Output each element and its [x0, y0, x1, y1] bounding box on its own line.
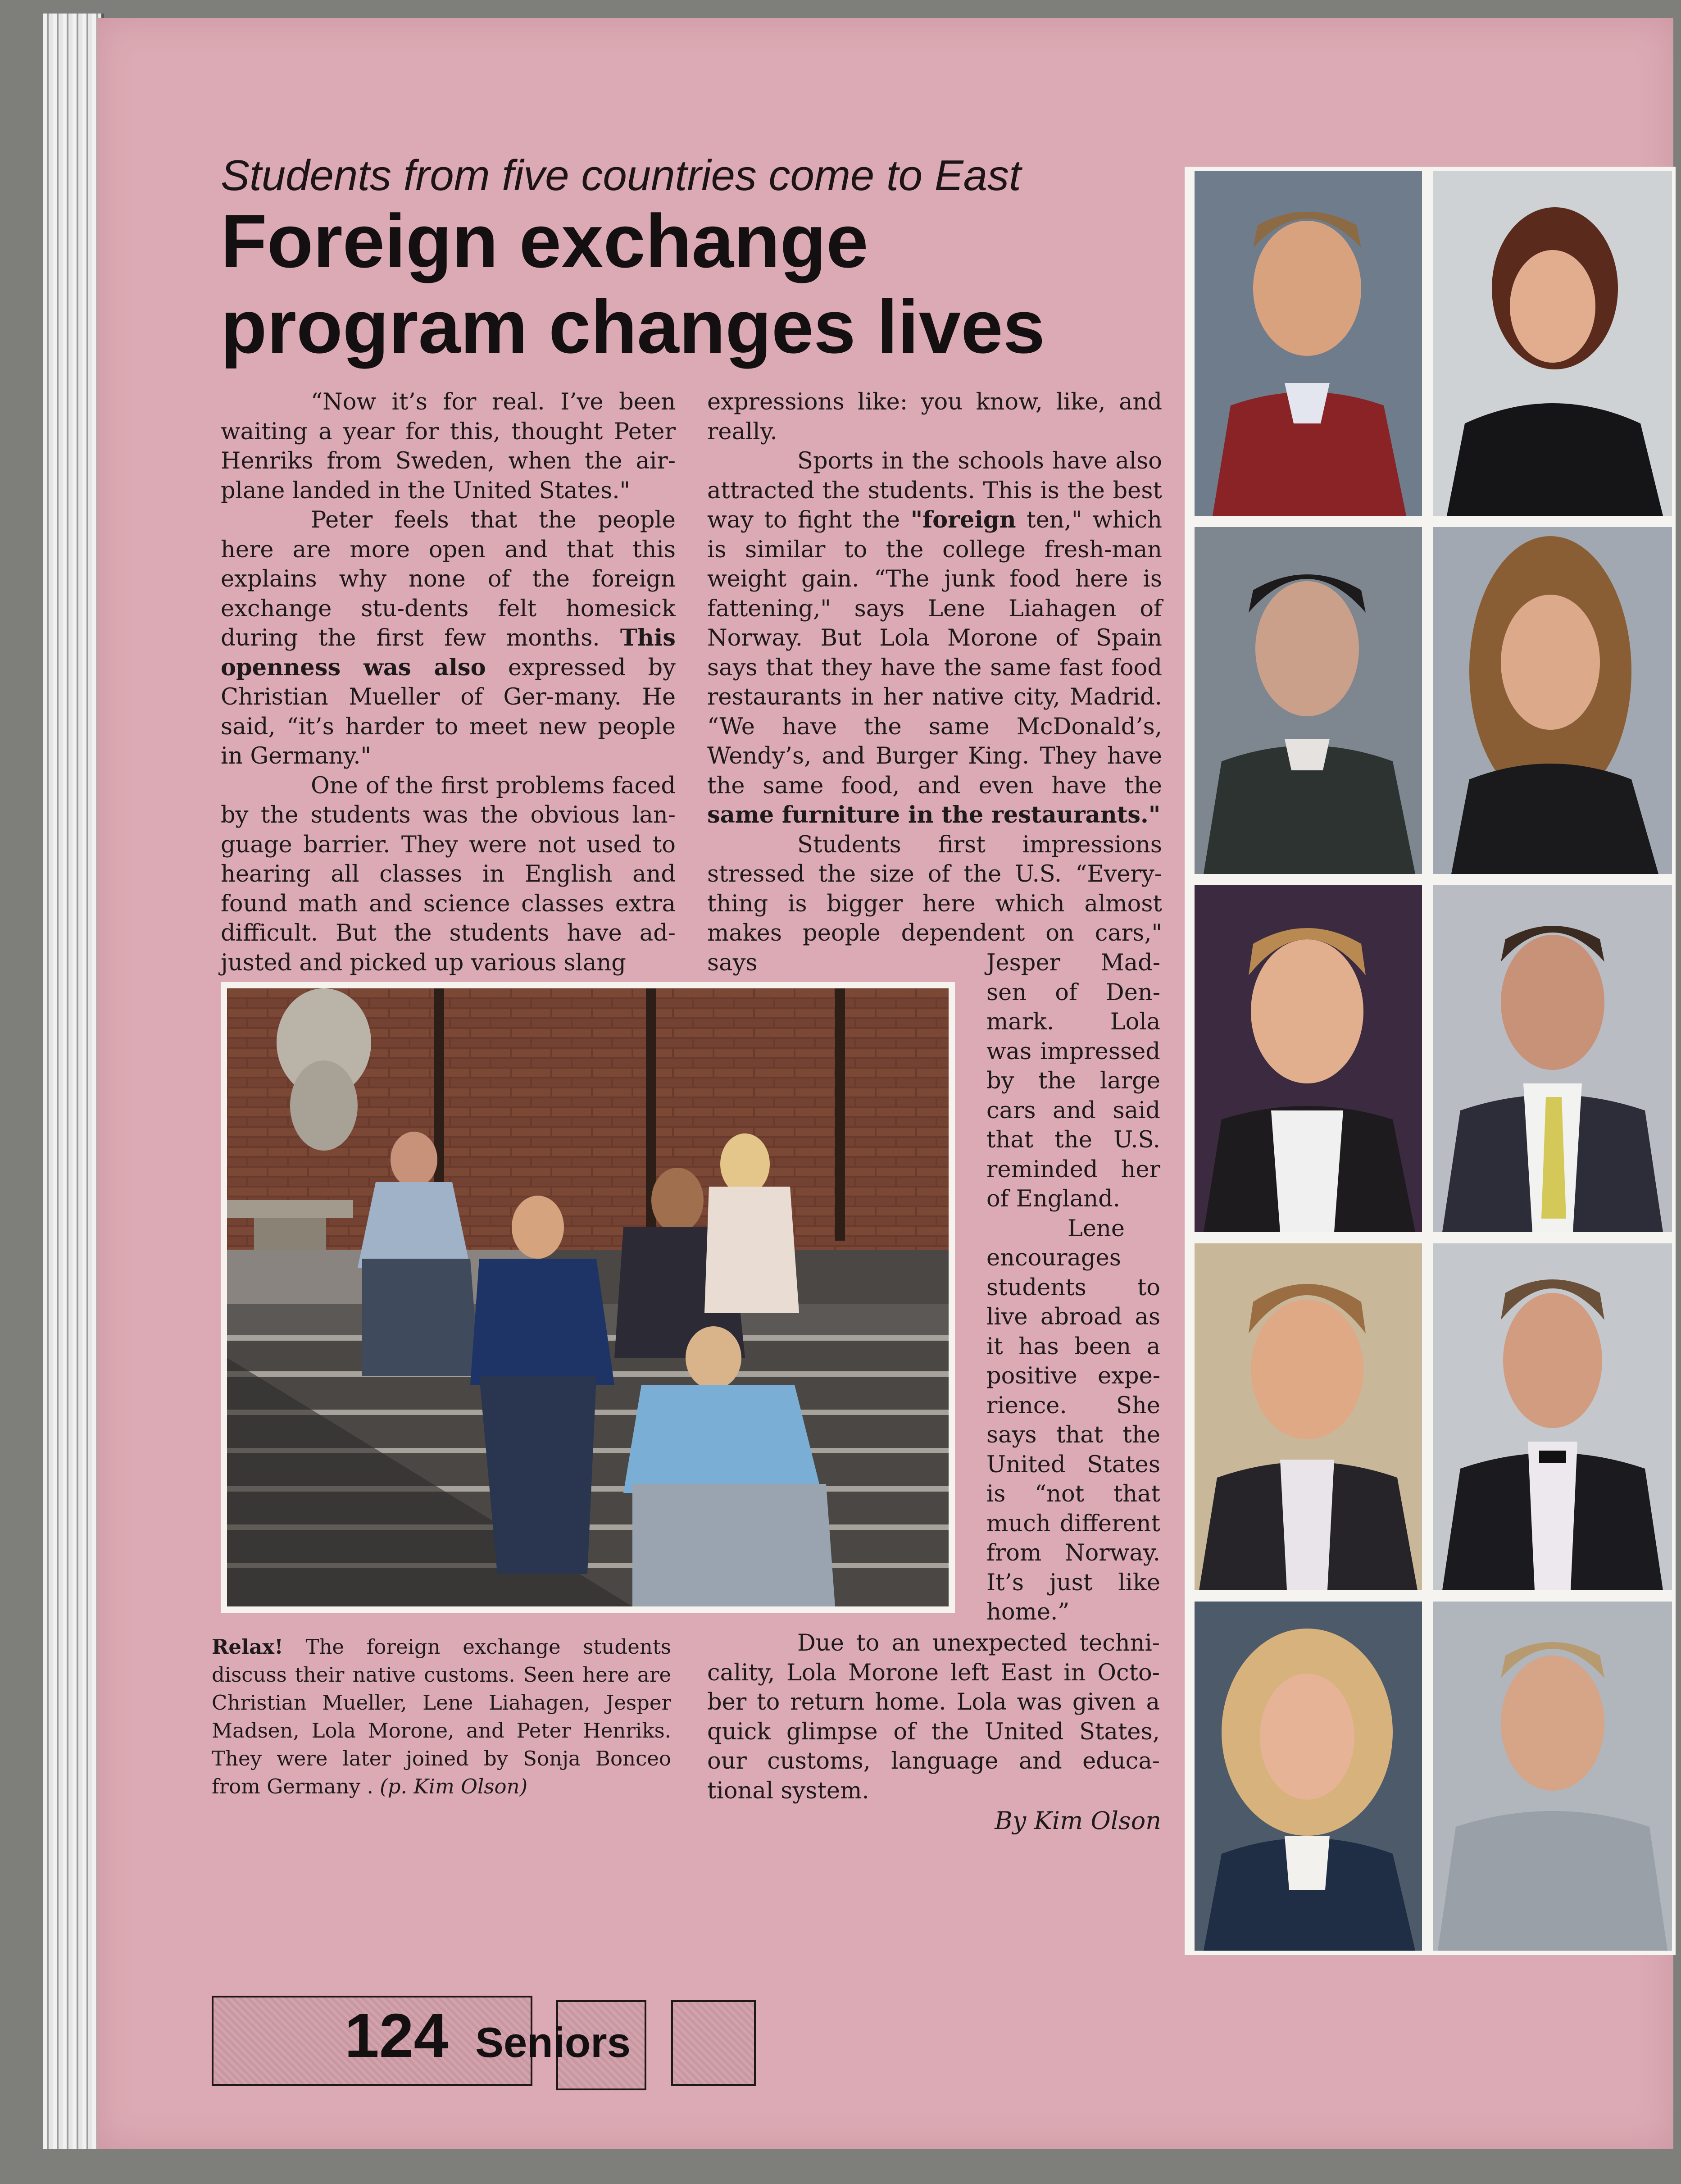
book-binding — [43, 14, 104, 2149]
page-number: 124 — [345, 2001, 449, 2070]
senior-portrait — [1195, 527, 1422, 874]
senior-portrait — [1433, 171, 1672, 516]
section-name: Seniors — [475, 2019, 631, 2066]
article-headline: Foreign exchange program changes lives — [221, 199, 1045, 369]
text-run: Sports in the schools have also attracted the students. This is the best way to fight the — [707, 448, 1162, 533]
paragraph: Due to an unexpected techni-cality, Lola Morone left East in Octo-ber to return home. Lola was given a quick glimpse of the United States, our customs, language and educa-tional system. — [707, 1630, 1160, 1804]
text-run: ten," which is similar to the college fresh-man weight gain. “The junk food here is fattening," says Lene Liahagen of Norway. But Lola Morone of Spain says that they have the same fast food restaurants in her native city, Madrid. “We have the same McDonald’s, Wendy’s, and Burger King. They have the same food, and even have the — [707, 507, 1163, 799]
paragraph: “Now it’s for real. I’ve been waiting a year for this, thought Peter Henriks from Sweden, when the air-plane landed in the United States." — [221, 389, 676, 504]
text-run: This openness was also — [221, 624, 676, 681]
folio-box — [671, 2000, 756, 2086]
article-column-3 — [707, 1629, 1160, 1806]
paragraph — [707, 446, 1162, 830]
text-run: expressed by Christian Mueller of Ger-many. He said, “it’s harder to meet new people in Germany." — [221, 654, 676, 769]
senior-portrait — [1195, 1243, 1422, 1590]
caption-body: The foreign exchange students discuss their native customs. Seen here are Christian Mueller, Lene Liahagen, Jesper Madsen, Lola Morone, and Peter Henriks. They were later joined by Sonja Bonceo from Germany . — [212, 1635, 671, 1798]
article-wrap-column — [986, 948, 1160, 1627]
senior-portrait — [1433, 527, 1672, 874]
senior-portrait — [1433, 1243, 1672, 1590]
photo-caption — [212, 1633, 671, 1801]
paragraph — [221, 505, 676, 771]
paragraph: Students first impressions stressed the size of the U.S. “Every-thing is bigger here which almost makes people dependent on cars," says — [707, 831, 1162, 976]
article-kicker: Students from five countries come to East — [221, 151, 1021, 200]
paragraph: expressions like: you know, like, and really. — [707, 389, 1162, 445]
senior-portrait — [1195, 1602, 1422, 1951]
photo-credit: (p. Kim Olson) — [380, 1774, 528, 1798]
text-run: "foreign — [910, 506, 1016, 533]
senior-portrait — [1433, 885, 1672, 1232]
paragraph: Lene encourages students to live abroad as it has been a positive expe-rience. She says that the United States is “not that much different from Norway. It’s just like home.” — [986, 1215, 1160, 1625]
paragraph: One of the first problems faced by the students was the obvious lan-guage barrier. They were not used to hearing all classes in English and found math and science classes extra difficult. But the students have ad-justed and picked up various slang — [221, 772, 676, 976]
senior-portrait — [1433, 1602, 1672, 1951]
senior-portrait-grid — [1185, 167, 1676, 1955]
senior-portrait — [1195, 171, 1422, 516]
text-run: Peter feels that the people here are more open and that this explains why none of the foreign exchange stu-dents felt homesick during the first few months. — [221, 507, 676, 651]
folio — [345, 2000, 631, 2072]
byline: By Kim Olson — [995, 1806, 1161, 1835]
text-run: same furniture in the restaurants." — [707, 801, 1161, 828]
article-column-2 — [707, 387, 1162, 978]
senior-portrait — [1195, 885, 1422, 1232]
caption-lead: Relax! — [212, 1635, 283, 1659]
article-column-1 — [221, 387, 676, 978]
group-photo — [221, 982, 955, 1613]
paragraph: Jesper Mad-sen of Den-mark. Lola was impressed by the large cars and said that the U.S. reminded her of England. — [986, 950, 1160, 1212]
